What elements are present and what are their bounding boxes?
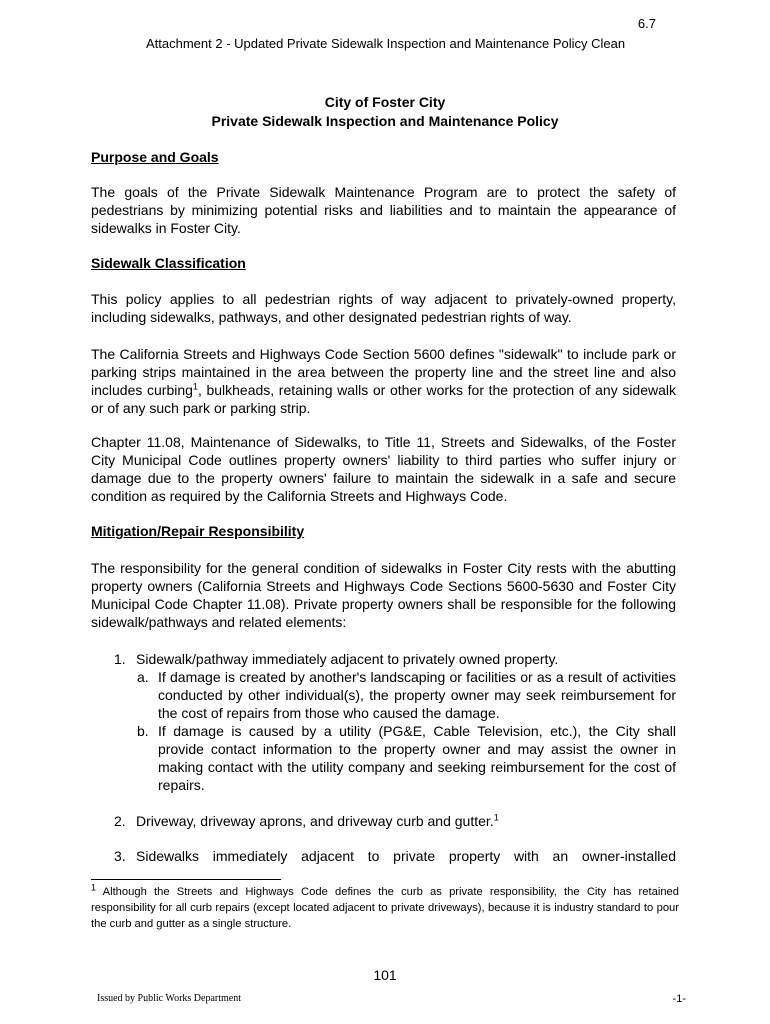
list-item-text-body: Driveway, driveway aprons, and driveway curb and gutter. — [136, 813, 494, 829]
list-item-number: 1. — [114, 651, 126, 667]
footnote — [91, 884, 679, 932]
list-item-text: Sidewalk/pathway immediately adjacent to privately owned property. — [136, 651, 559, 667]
purpose-heading: Purpose and Goals — [91, 149, 219, 165]
classification-paragraph-1: This policy applies to all pedestrian rights of way adjacent to privately-owned property, including sidewalks, pathways, and other designated pedestrian rights of way. — [91, 291, 676, 325]
sub-item-text: If damage is created by another's landscaping or facilities or as a result of activities conducted by other individual(s), the property owner may seek reimbursement for the cost of repairs from those who caused the damage. — [158, 669, 676, 721]
footnote-divider — [91, 879, 281, 880]
footnote-text: Although the Streets and Highways Code defines the curb as private responsibility, the City has retained responsibility for all curb repairs (except located adjacent to private driveways), because it is industry standard to pour the curb and gutter as a single structure. — [91, 886, 679, 930]
classification-heading: Sidewalk Classification — [91, 255, 246, 271]
list-item-number: 3. — [114, 848, 126, 864]
sub-item-label: b. — [137, 723, 149, 739]
mitigation-paragraph: The responsibility for the general condition of sidewalks in Foster City rests with the abutting property owners (California Streets and Highways Code Sections 5600-5630 and Foster City Municipal Code Chapter 11.08). Private property owners shall be responsible for the following sidewalk/pathways and related elements: — [91, 560, 676, 630]
page-number-center: 101 — [373, 967, 397, 983]
footnote-ref: 1 — [192, 381, 198, 392]
document-title: City of Foster City — [324, 94, 446, 110]
mitigation-heading: Mitigation/Repair Responsibility — [91, 523, 305, 539]
sub-item-text: If damage is caused by a utility (PG&E, Cable Television, etc.), the City shall provide contact information to the property owner and may assist the owner in making contact with the utility company and seeking reimbursement for the cost of repairs. — [158, 723, 676, 793]
paragraph-text: The California Streets and Highways Code Section 5600 defines "sidewalk" to include park or parking strips maintained in the area between the property line and the street line and also includes curbing — [91, 346, 676, 398]
document-subtitle: Private Sidewalk Inspection and Maintenance Policy — [211, 113, 559, 129]
list-item-text: Sidewalks immediately adjacent to private property with an owner-installed — [136, 848, 676, 864]
issued-by: Issued by Public Works Department — [97, 993, 241, 1004]
footnote-mark: 1 — [91, 882, 97, 893]
paragraph-text: , bulkheads, retaining walls or other works for the protection of any sidewalk or of any such park or parking strip. — [91, 382, 677, 416]
header-number: 6.7 — [637, 16, 656, 31]
list-item-number: 2. — [114, 813, 126, 829]
list-item-text — [136, 812, 681, 830]
attachment-title: Attachment 2 - Updated Private Sidewalk Inspection and Maintenance Policy Clean — [146, 36, 626, 51]
sub-item-label: a. — [137, 669, 149, 685]
purpose-paragraph: The goals of the Private Sidewalk Maintenance Program are to protect the safety of pedestrians by minimizing potential risks and liabilities and to maintain the appearance of sidewalks in Foster City. — [91, 184, 676, 236]
classification-paragraph-2 — [91, 345, 676, 417]
page-number: -1- — [672, 993, 686, 1005]
footnote-ref: 1 — [493, 812, 499, 823]
classification-paragraph-3: Chapter 11.08, Maintenance of Sidewalks, to Title 11, Streets and Sidewalks, of the Foster City Municipal Code outlines property owners' liability to third parties who suffer injury or damage due to the property owners' failure to maintain the sidewalk in a safe and secure condition as required by the California Streets and Highways Code. — [91, 434, 676, 504]
